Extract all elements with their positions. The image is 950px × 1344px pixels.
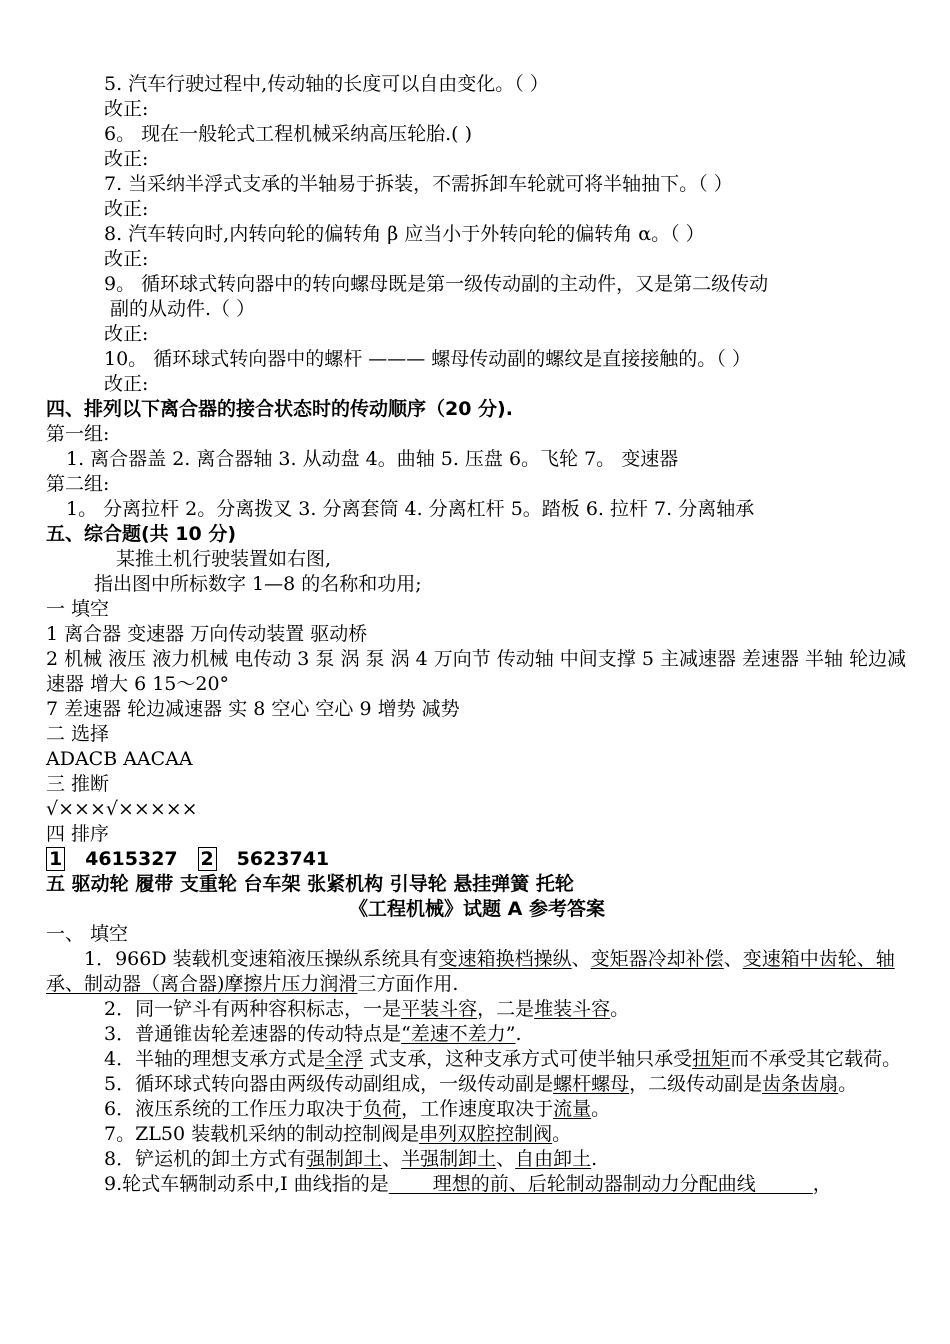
key-a-item-1: 1．966D 装载机变速箱液压操纵系统具有变速箱换档操纵、变矩器冷却补偿、变速箱中齿轮、轴承、制动器（离合器)摩擦片压力润滑三方面作用.: [46, 948, 895, 995]
judge-q9-line1: 9。 循环球式转向器中的转向螺母既是第一级传动副的主动件，又是第二级传动: [104, 273, 769, 295]
key-a-item-4: 4．半轴的理想支承方式是全浮 式支承，这种支承方式可使半轴只承受扭矩而不承受其它载荷。: [104, 1048, 902, 1070]
section5-title: 五、综合题(共 10 分): [46, 523, 237, 545]
answers-order: [46, 847, 908, 872]
answers-fill-1: 1 离合器 变速器 万向传动装置 驱动桥: [46, 623, 368, 645]
answers-order-heading: 四 排序: [46, 823, 110, 845]
key-a-item-9: 9.轮式车辆制动系中,I 曲线指的是 理想的前、后轮制动器制动力分配曲线 ，: [104, 1173, 832, 1195]
fix-line: 改正:: [104, 148, 149, 170]
answers-judge-heading: 三 推断: [46, 773, 110, 795]
judge-q5: 5. 汽车行驶过程中,传动轴的长度可以自由变化。（ ）: [104, 73, 549, 95]
judge-q7: 7. 当采纳半浮式支承的半轴易于拆装，不需拆卸车轮就可将半轴抽下。（ ）: [104, 173, 733, 195]
answers-fill-3: 7 差速器 轮边减速器 实 8 空心 空心 9 增势 减势: [46, 698, 460, 720]
answers-select-heading: 二 选择: [46, 723, 110, 745]
order-group-2: 5623741: [236, 848, 330, 870]
fix-line: 改正:: [104, 98, 149, 120]
group2-label: 第二组:: [46, 473, 110, 495]
section4-title: 四、排列以下离合器的接合状态时的传动顺序（20 分).: [46, 398, 513, 420]
page-content: [46, 72, 908, 1197]
key-a-item-6: 6．液压系统的工作压力取决于负荷，工作速度取决于流量。: [104, 1098, 611, 1120]
fix-line: 改正:: [104, 323, 149, 345]
judge-q8: 8. 汽车转向时,内转向轮的偏转角 β 应当小于外转向轮的偏转角 α。（ ）: [104, 223, 705, 245]
order-group-2-number: 2: [198, 847, 217, 871]
order-group-1: 4615327: [85, 848, 178, 870]
fix-line: 改正:: [104, 198, 149, 220]
section5-line1: 某推土机行驶装置如右图,: [116, 548, 332, 570]
answers-section5: 五 驱动轮 履带 支重轮 台车架 张紧机构 引导轮 悬挂弹簧 托轮: [46, 873, 574, 895]
key-a-item-7: 7。ZL50 装载机采纳的制动控制阀是串列双腔控制阀。: [104, 1123, 572, 1145]
fix-line: 改正:: [104, 373, 149, 395]
answers-fill-heading: 一 填空: [46, 598, 110, 620]
answers-fill-2: 2 机械 液压 液力机械 电传动 3 泵 涡 泵 涡 4 万向节 传动轴 中间支撑 5 主减速器 差速器 半轴 轮边减速器 增大 6 15～20°: [46, 648, 907, 695]
group1-label: 第一组:: [46, 423, 110, 445]
answers-select: ADACB AACAA: [46, 748, 193, 770]
group1-items: 1. 离合器盖 2. 离合器轴 3. 从动盘 4。曲轴 5. 压盘 6。飞轮 7。 变速器: [66, 448, 679, 470]
key-a-title: 《工程机械》试题 A 参考答案: [349, 898, 605, 920]
answers-judge: √×××√×××××: [46, 798, 198, 820]
key-a-item-2: 2．同一铲斗有两种容积标志，一是平装斗容，二是堆装斗容。: [104, 998, 630, 1020]
key-a-item-3: 3．普通锥齿轮差速器的传动特点是“差速不差力”.: [104, 1023, 522, 1045]
judge-q6: 6。 现在一般轮式工程机械采纳高压轮胎.( ): [104, 123, 473, 145]
key-a-item-5: 5．循环球式转向器由两级传动副组成，一级传动副是螺杆螺母，二级传动副是齿条齿扇。: [104, 1073, 858, 1095]
judge-q10: 10。 循环球式转向器中的螺杆 ——— 螺母传动副的螺纹是直接接触的。（ ）: [104, 348, 751, 370]
judge-q9-line2: 副的从动件.（ ）: [110, 298, 256, 320]
section5-line2: 指出图中所标数字 1—8 的名称和功用;: [94, 573, 422, 595]
order-group-1-number: 1: [46, 847, 65, 871]
group2-items: 1。 分离拉杆 2。分离拨叉 3. 分离套筒 4. 分离杠杆 5。踏板 6. 拉杆 7. 分离轴承: [66, 498, 755, 520]
fix-line: 改正:: [104, 248, 149, 270]
key-a-fill-heading: 一、 填空: [46, 923, 129, 945]
key-a-item-8: 8．铲运机的卸土方式有强制卸土、半强制卸土、自由卸土.: [104, 1148, 598, 1170]
